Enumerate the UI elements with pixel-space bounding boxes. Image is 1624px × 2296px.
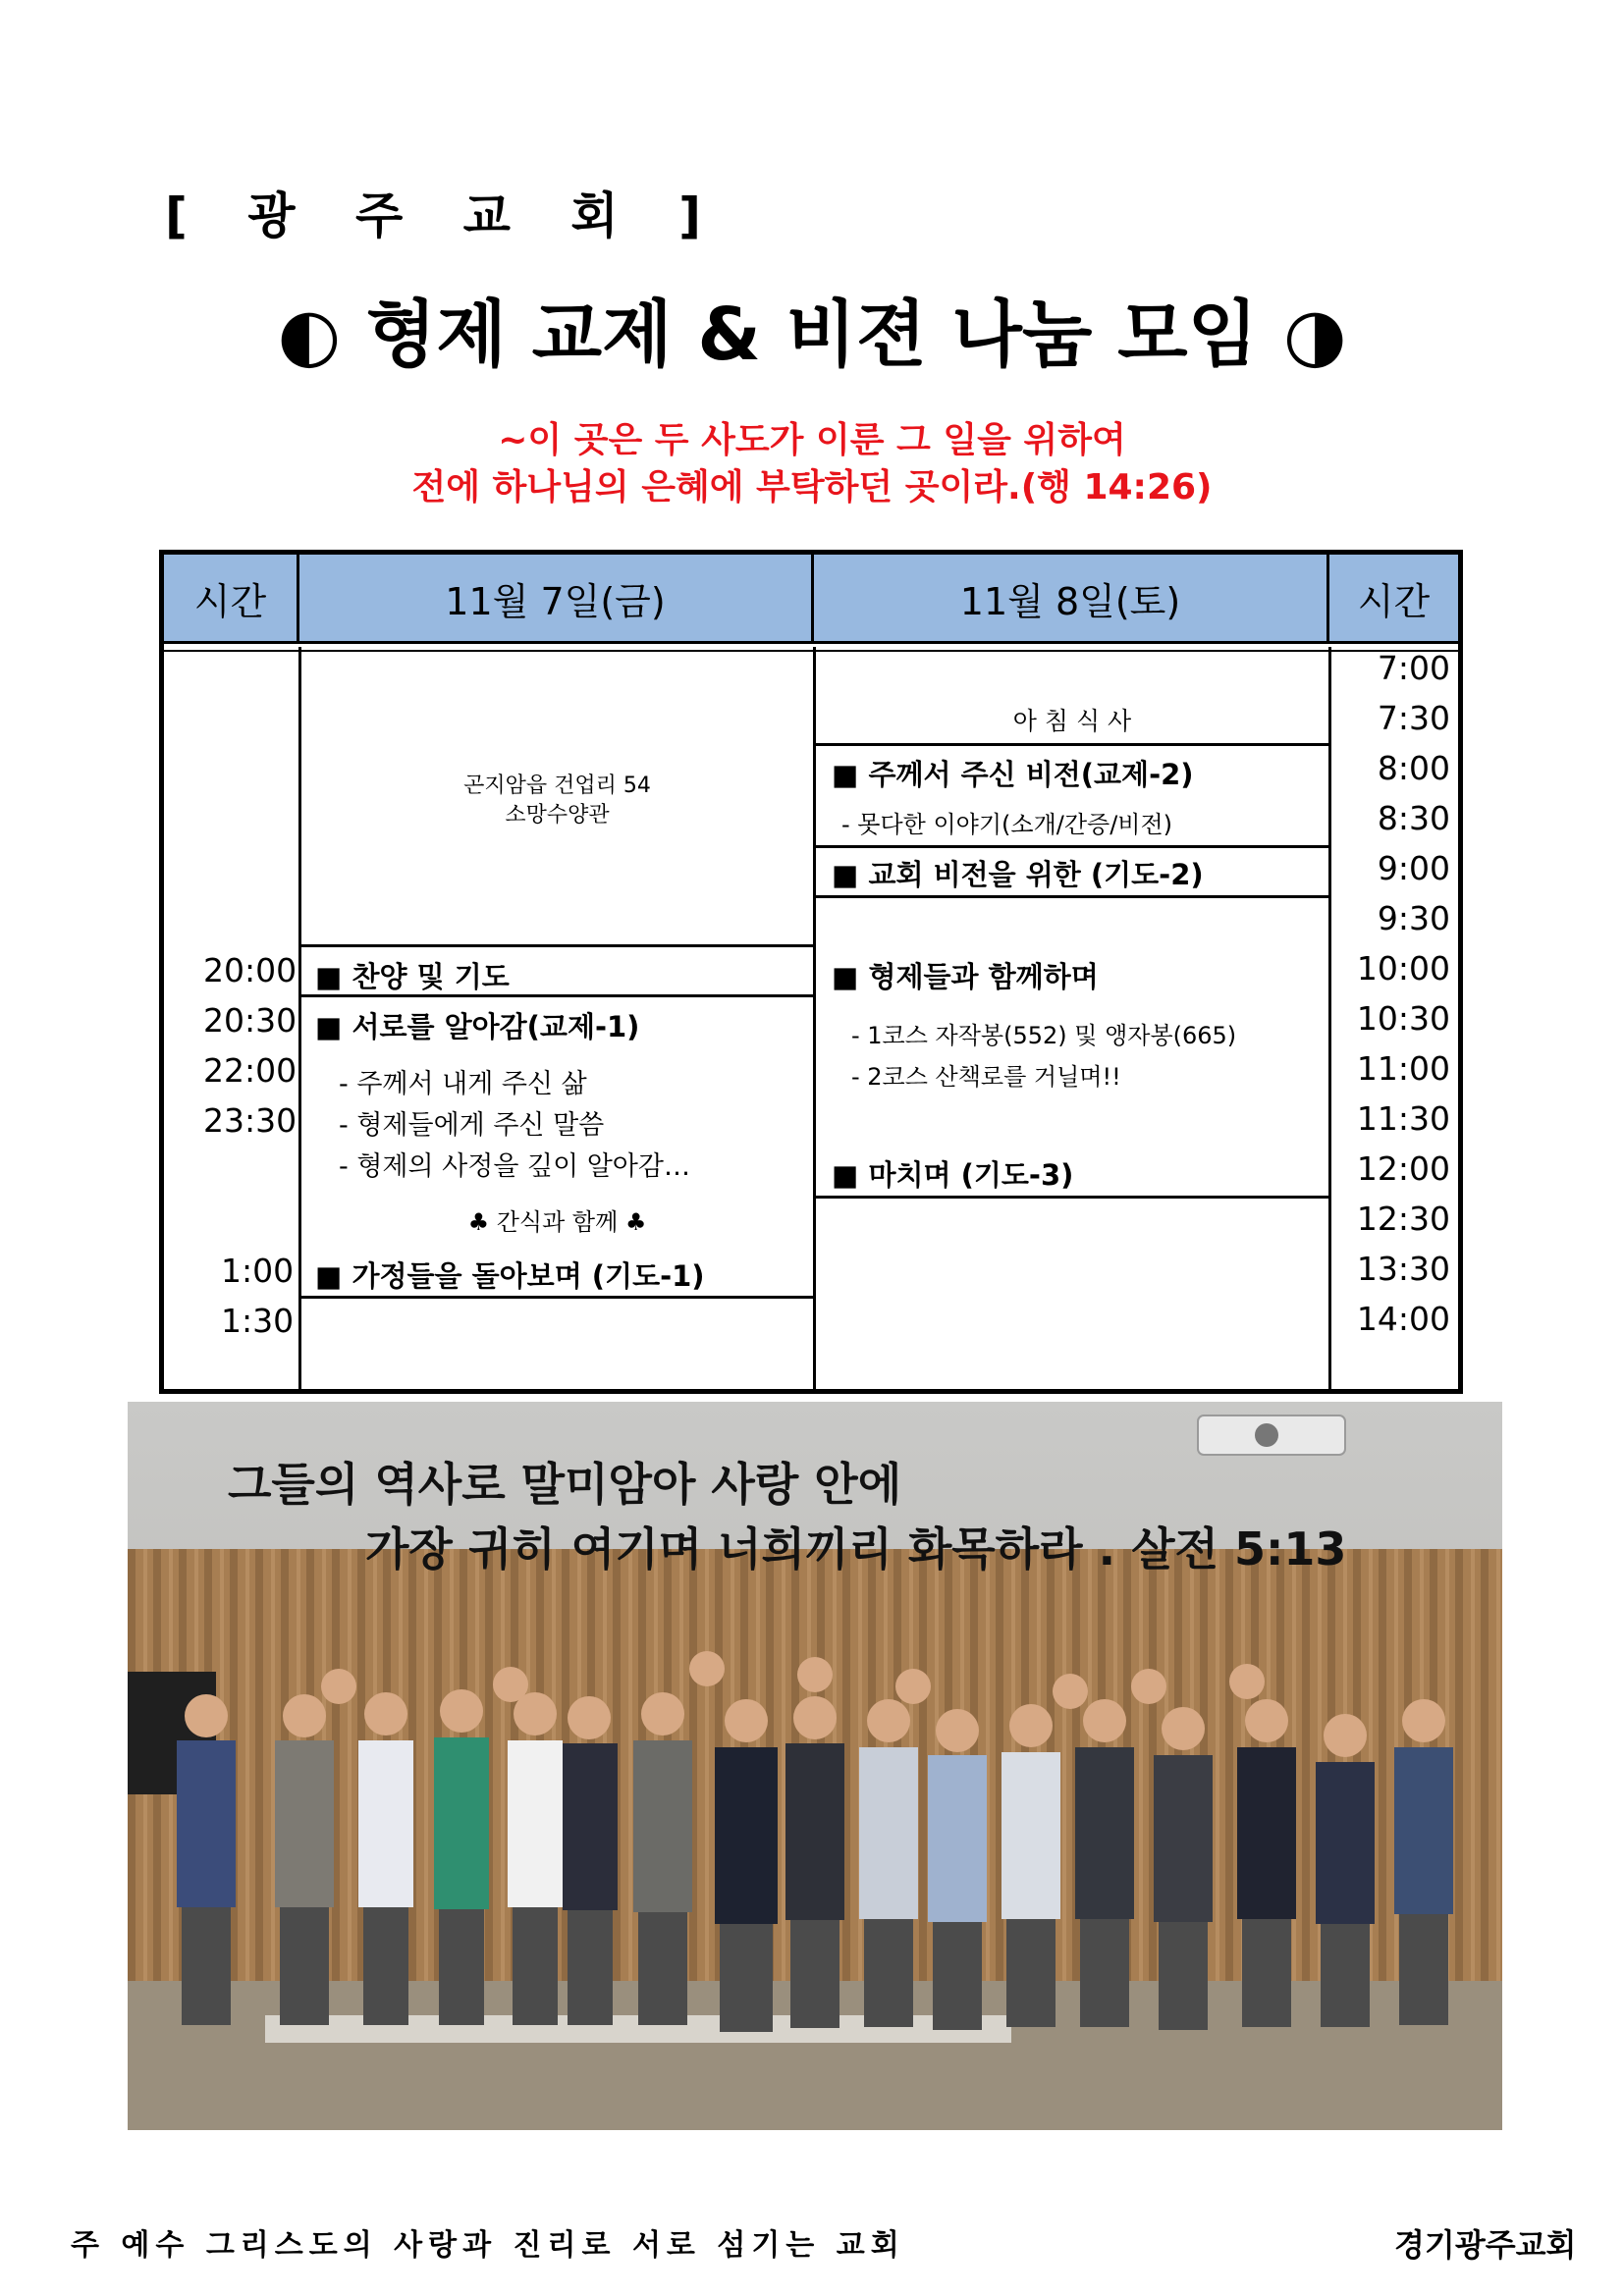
schedule-item: ■ 주께서 주신 비전(교제-2) [832,758,1194,791]
time-label: 8:30 [1377,799,1450,837]
schedule-subitem: - 형제의 사정을 깊이 알아감… [339,1151,690,1182]
schedule-item: ■ 형제들과 함께하며 [832,960,1099,993]
schedule-subitem: - 1코스 자작봉(552) 및 앵자봉(665) [851,1022,1237,1049]
schedule-item: ■ 서로를 알아감(교제-1) [315,1010,640,1043]
breakfast-label: 아 침 식 사 [1012,707,1132,735]
header-day2: 11월 8일(토) [814,555,1329,641]
location-address: 곤지암읍 건업리 54 [463,774,651,798]
time-label: 9:00 [1377,849,1450,887]
photo-caption-line-2: 가장 귀히 여기며 너희끼리 화목하라 . 살전 5:13 [365,1522,1347,1575]
time-label: 12:00 [1356,1149,1450,1188]
header-day1: 11월 7일(금) [299,555,814,641]
time-label: 10:30 [1356,999,1450,1038]
row-divider [816,845,1328,848]
time-label: 10:00 [1356,949,1450,988]
time-label: 1:30 [221,1302,295,1340]
time-label: 12:30 [1356,1200,1450,1238]
time-label: 9:30 [1377,899,1450,937]
column-divider [1328,647,1331,1389]
footer-motto: 주 예수 그리스도의 사랑과 진리로 서로 섬기는 교회 [71,2228,905,2263]
time-label: 20:00 [203,951,298,989]
verse-line-1: ~이 곳은 두 사도가 이룬 그 일을 위하여 [498,420,1126,460]
verse-line-2: 전에 하나님의 은혜에 부탁하던 곳이라.(행 14:26) [411,467,1213,507]
row-divider [301,944,813,947]
schedule-item: ■ 찬양 및 기도 [315,960,510,993]
schedule-table [159,550,1463,1394]
time-label: 7:30 [1377,699,1450,737]
column-divider [298,647,301,1389]
schedule-item: ■ 교회 비전을 위한 (기도-2) [832,858,1204,891]
page-title: ◐ 형제 교제 & 비젼 나눔 모임 ◑ [277,293,1347,377]
schedule-subitem: - 못다한 이야기(소개/간증/비전) [841,811,1173,838]
church-tag: [ 광 주 교 회 ] [165,187,723,244]
time-label: 13:30 [1356,1250,1450,1288]
footer-church-name: 경기광주교회 [1394,2226,1577,2264]
snack-note: ♣ 간식과 함께 ♣ [467,1208,647,1236]
row-divider [301,1296,813,1299]
time-label: 11:30 [1356,1099,1450,1138]
row-divider [816,1196,1328,1199]
schedule-subitem: - 2코스 산책로를 거닐며!! [851,1063,1121,1091]
row-divider [816,743,1328,746]
photo-caption-line-1: 그들의 역사로 말미암아 사랑 안에 [228,1458,902,1511]
schedule-item: ■ 가정들을 돌아보며 (기도-1) [315,1259,705,1293]
location-venue: 소망수양관 [505,803,610,828]
time-label: 8:00 [1377,749,1450,787]
row-divider [816,895,1328,898]
header-time-right: 시간 [1329,555,1458,641]
schedule-subitem: - 주께서 내게 주신 삶 [339,1069,587,1099]
time-label: 7:00 [1377,649,1450,687]
time-label: 11:00 [1356,1049,1450,1088]
time-label: 23:30 [203,1101,298,1140]
header-divider [164,641,1458,652]
column-divider [813,647,816,1389]
schedule-item: ■ 마치며 (기도-3) [832,1158,1074,1192]
schedule-subitem: - 형제들에게 주신 말씀 [339,1110,605,1141]
time-label: 14:00 [1356,1300,1450,1338]
time-label: 1:00 [221,1252,295,1290]
time-label: 22:00 [203,1051,298,1090]
header-time-left: 시간 [164,555,299,641]
time-label: 20:30 [203,1001,298,1040]
